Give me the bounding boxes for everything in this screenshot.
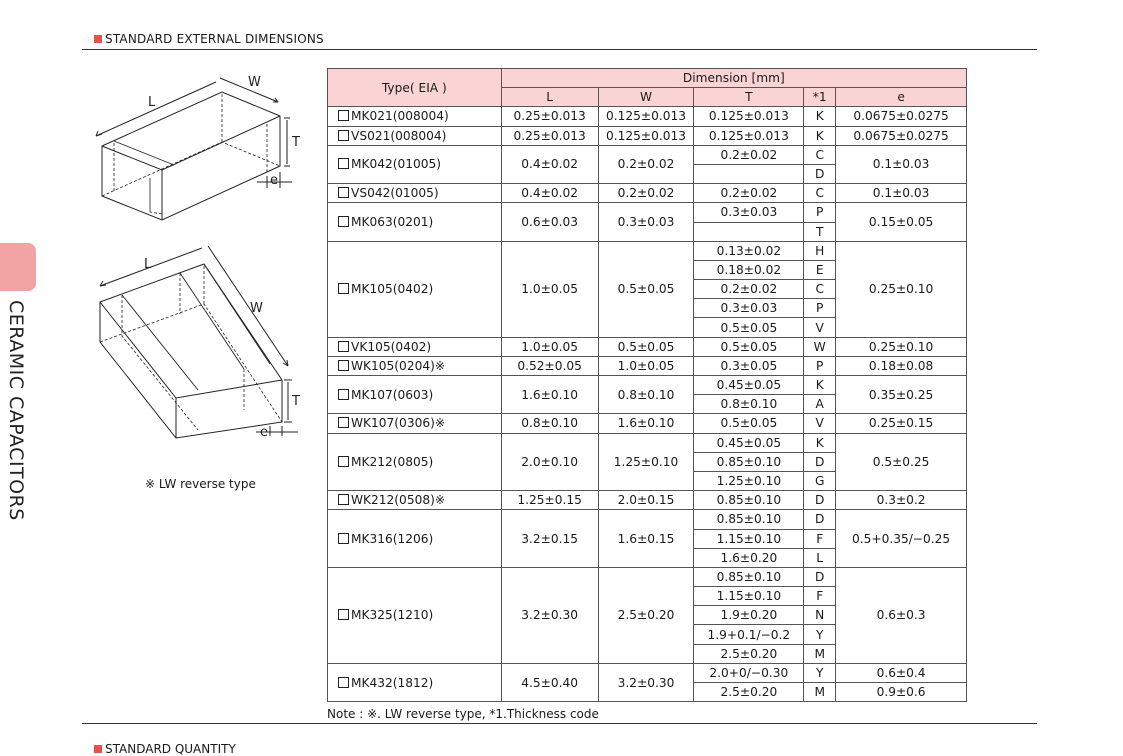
thickness-code-cell: F: [804, 529, 836, 548]
type-label: MK042(01005): [351, 157, 442, 172]
T-cell: 0.3±0.03: [694, 299, 804, 318]
T-cell: 0.45±0.05: [694, 433, 804, 452]
L-cell: 1.6±0.10: [501, 376, 598, 414]
table-row: [328, 107, 967, 126]
L-cell: 1.25±0.15: [501, 491, 598, 510]
table-row: [328, 145, 967, 164]
T-cell: 1.6±0.20: [694, 548, 804, 567]
type-cell: [328, 337, 502, 356]
thickness-code-cell: K: [804, 107, 836, 126]
section-title: STANDARD EXTERNAL DIMENSIONS: [94, 32, 324, 46]
T-cell: 0.2±0.02: [694, 145, 804, 164]
table-row: [328, 567, 967, 586]
thickness-code-cell: T: [804, 222, 836, 241]
W-cell: 0.125±0.013: [598, 126, 694, 145]
e-cell: 0.6±0.3: [836, 567, 967, 663]
top-rule: [82, 49, 1037, 50]
next-section-title: STANDARD QUANTITY: [94, 742, 236, 756]
L-cell: 1.0±0.05: [501, 241, 598, 337]
e-cell: 0.1±0.03: [836, 184, 967, 203]
side-tab[interactable]: [0, 243, 36, 291]
T-cell: [694, 164, 804, 183]
L-cell: 0.4±0.02: [501, 145, 598, 183]
T-cell: 2.0+0/−0.30: [694, 663, 804, 682]
L-cell: 3.2±0.15: [501, 510, 598, 568]
thickness-code-cell: P: [804, 203, 836, 222]
thickness-code-cell: K: [804, 376, 836, 395]
checkbox-icon: [338, 187, 349, 198]
type-cell: [328, 663, 502, 701]
thickness-code-cell: M: [804, 683, 836, 702]
T-cell: 0.2±0.02: [694, 280, 804, 299]
e-cell: 0.18±0.08: [836, 356, 967, 375]
top-L-label: L: [148, 95, 156, 110]
type-label: MK316(1206): [351, 531, 434, 546]
thickness-code-cell: V: [804, 414, 836, 433]
T-cell: 1.9±0.20: [694, 606, 804, 625]
type-label: MK105(0402): [351, 282, 434, 297]
thickness-code-cell: C: [804, 145, 836, 164]
e-cell: 0.25±0.10: [836, 241, 967, 337]
checkbox-icon: [338, 216, 349, 227]
thickness-code-cell: C: [804, 184, 836, 203]
type-label: MK432(1812): [351, 675, 434, 690]
thickness-code-cell: H: [804, 241, 836, 260]
e-cell: 0.25±0.15: [836, 414, 967, 433]
top-T-label: T: [292, 135, 300, 150]
L-cell: 0.25±0.013: [501, 107, 598, 126]
T-cell: 0.45±0.05: [694, 376, 804, 395]
type-label: VS021(008004): [351, 128, 447, 143]
checkbox-icon: [338, 677, 349, 688]
W-cell: 2.5±0.20: [598, 567, 694, 663]
checkbox-icon: [338, 389, 349, 400]
header-e: e: [836, 88, 967, 107]
thickness-code-cell: D: [804, 164, 836, 183]
table-row: [328, 433, 967, 452]
W-cell: 0.5±0.05: [598, 337, 694, 356]
thickness-code-cell: Y: [804, 625, 836, 644]
bottom-L-label: L: [144, 257, 152, 272]
thickness-code-cell: D: [804, 452, 836, 471]
T-cell: 0.3±0.05: [694, 356, 804, 375]
T-cell: 0.125±0.013: [694, 126, 804, 145]
thickness-code-cell: K: [804, 433, 836, 452]
e-cell: 0.25±0.10: [836, 337, 967, 356]
W-cell: 0.2±0.02: [598, 184, 694, 203]
type-cell: [328, 126, 502, 145]
W-cell: 1.25±0.10: [598, 433, 694, 491]
W-cell: 0.8±0.10: [598, 376, 694, 414]
table-row: [328, 203, 967, 222]
type-cell: [328, 491, 502, 510]
W-cell: 0.125±0.013: [598, 107, 694, 126]
T-cell: 0.5±0.05: [694, 337, 804, 356]
thickness-code-cell: N: [804, 606, 836, 625]
T-cell: 0.125±0.013: [694, 107, 804, 126]
bottom-rule: [82, 723, 1037, 724]
type-label: WK105(0204)※: [351, 358, 446, 373]
thickness-code-cell: W: [804, 337, 836, 356]
checkbox-icon: [338, 533, 349, 544]
type-label: MK021(008004): [351, 109, 449, 124]
T-cell: 0.8±0.10: [694, 395, 804, 414]
checkbox-icon: [338, 494, 349, 505]
thickness-code-cell: V: [804, 318, 836, 337]
L-cell: 0.8±0.10: [501, 414, 598, 433]
L-cell: 0.52±0.05: [501, 356, 598, 375]
thickness-code-cell: Y: [804, 663, 836, 682]
thickness-code-cell: G: [804, 471, 836, 490]
T-cell: 2.5±0.20: [694, 644, 804, 663]
type-cell: [328, 414, 502, 433]
checkbox-icon: [338, 158, 349, 169]
bottom-T-label: T: [292, 394, 300, 409]
L-cell: 4.5±0.40: [501, 663, 598, 701]
T-cell: 0.5±0.05: [694, 318, 804, 337]
bottom-e-label: e: [260, 425, 268, 440]
e-cell: 0.3±0.2: [836, 491, 967, 510]
L-cell: 2.0±0.10: [501, 433, 598, 491]
type-cell: [328, 145, 502, 183]
table-row: [328, 184, 967, 203]
type-cell: [328, 510, 502, 568]
type-label: VS042(01005): [351, 186, 439, 201]
T-cell: 0.85±0.10: [694, 491, 804, 510]
section-marker-icon: [94, 35, 102, 43]
W-cell: 1.6±0.10: [598, 414, 694, 433]
lw-reverse-note: ※ LW reverse type: [145, 477, 256, 491]
checkbox-icon: [338, 130, 349, 141]
table-row: [328, 491, 967, 510]
W-cell: 3.2±0.30: [598, 663, 694, 701]
table-note: Note : ※. LW reverse type, *1.Thickness code: [327, 707, 599, 721]
type-cell: [328, 356, 502, 375]
thickness-code-cell: A: [804, 395, 836, 414]
thickness-code-cell: M: [804, 644, 836, 663]
thickness-code-cell: E: [804, 260, 836, 279]
e-cell: 0.1±0.03: [836, 145, 967, 183]
T-cell: 0.3±0.03: [694, 203, 804, 222]
thickness-code-cell: K: [804, 126, 836, 145]
T-cell: 0.2±0.02: [694, 184, 804, 203]
dimension-table: [327, 68, 967, 702]
table-row: [328, 663, 967, 682]
type-cell: [328, 433, 502, 491]
type-label: MK325(1210): [351, 608, 434, 623]
checkbox-icon: [338, 609, 349, 620]
table-row: [328, 510, 967, 529]
checkbox-icon: [338, 110, 349, 121]
table-row: [328, 356, 967, 375]
T-cell: 0.85±0.10: [694, 452, 804, 471]
e-cell: 0.5±0.25: [836, 433, 967, 491]
type-label: MK063(0201): [351, 215, 434, 229]
thickness-code-cell: P: [804, 356, 836, 375]
checkbox-icon: [338, 341, 349, 352]
T-cell: [694, 222, 804, 241]
L-cell: 3.2±0.30: [501, 567, 598, 663]
top-e-label: e: [270, 173, 278, 188]
W-cell: 1.6±0.15: [598, 510, 694, 568]
W-cell: 1.0±0.05: [598, 356, 694, 375]
T-cell: 0.5±0.05: [694, 414, 804, 433]
side-title: CERAMIC CAPACITORS: [5, 300, 27, 521]
e-cell: 0.5+0.35/−0.25: [836, 510, 967, 568]
table-row: [328, 126, 967, 145]
e-cell: 0.15±0.05: [836, 203, 967, 241]
T-cell: 1.15±0.10: [694, 587, 804, 606]
e-cell: 0.0675±0.0275: [836, 107, 967, 126]
table-row: [328, 414, 967, 433]
W-cell: 0.5±0.05: [598, 241, 694, 337]
type-cell: [328, 184, 502, 203]
bottom-W-label: W: [250, 301, 263, 316]
L-cell: 0.25±0.013: [501, 126, 598, 145]
header-W: W: [598, 88, 694, 107]
checkbox-icon: [338, 417, 349, 428]
header-type: Type( EIA ): [328, 69, 502, 107]
T-cell: 1.15±0.10: [694, 529, 804, 548]
header-T: T: [694, 88, 804, 107]
table-row: [328, 241, 967, 260]
type-cell: [328, 107, 502, 126]
T-cell: 1.25±0.10: [694, 471, 804, 490]
thickness-code-cell: D: [804, 510, 836, 529]
dimension-table-body: [328, 107, 967, 702]
type-label: VK105(0402): [351, 339, 432, 354]
type-label: WK212(0508)※: [351, 493, 446, 508]
e-cell: 0.0675±0.0275: [836, 126, 967, 145]
table-row: [328, 376, 967, 395]
thickness-code-cell: L: [804, 548, 836, 567]
header-code: *1: [804, 88, 836, 107]
type-cell: [328, 203, 502, 241]
L-cell: 0.4±0.02: [501, 184, 598, 203]
type-label: MK212(0805): [351, 454, 434, 469]
T-cell: 0.85±0.10: [694, 567, 804, 586]
top-W-label: W: [248, 75, 261, 90]
T-cell: 1.9+0.1/−0.2: [694, 625, 804, 644]
table-row: [328, 337, 967, 356]
header-dimension: Dimension [mm]: [501, 69, 966, 88]
T-cell: 0.85±0.10: [694, 510, 804, 529]
W-cell: 0.2±0.02: [598, 145, 694, 183]
dimension-diagram: [92, 64, 322, 444]
type-cell: [328, 567, 502, 663]
L-cell: 1.0±0.05: [501, 337, 598, 356]
checkbox-icon: [338, 456, 349, 467]
type-cell: [328, 376, 502, 414]
checkbox-icon: [338, 283, 349, 294]
W-cell: 2.0±0.15: [598, 491, 694, 510]
e-cell: 0.35±0.25: [836, 376, 967, 414]
thickness-code-cell: D: [804, 491, 836, 510]
type-label: MK107(0603): [351, 387, 434, 402]
W-cell: 0.3±0.03: [598, 203, 694, 241]
thickness-code-cell: P: [804, 299, 836, 318]
T-cell: 0.13±0.02: [694, 241, 804, 260]
thickness-code-cell: D: [804, 567, 836, 586]
header-L: L: [501, 88, 598, 107]
e-cell: 0.9±0.6: [836, 683, 967, 702]
thickness-code-cell: C: [804, 280, 836, 299]
type-label: WK107(0306)※: [351, 416, 446, 431]
L-cell: 0.6±0.03: [501, 203, 598, 241]
e-cell: 0.6±0.4: [836, 663, 967, 682]
type-cell: [328, 241, 502, 337]
T-cell: 2.5±0.20: [694, 683, 804, 702]
T-cell: 0.18±0.02: [694, 260, 804, 279]
checkbox-icon: [338, 360, 349, 371]
thickness-code-cell: F: [804, 587, 836, 606]
